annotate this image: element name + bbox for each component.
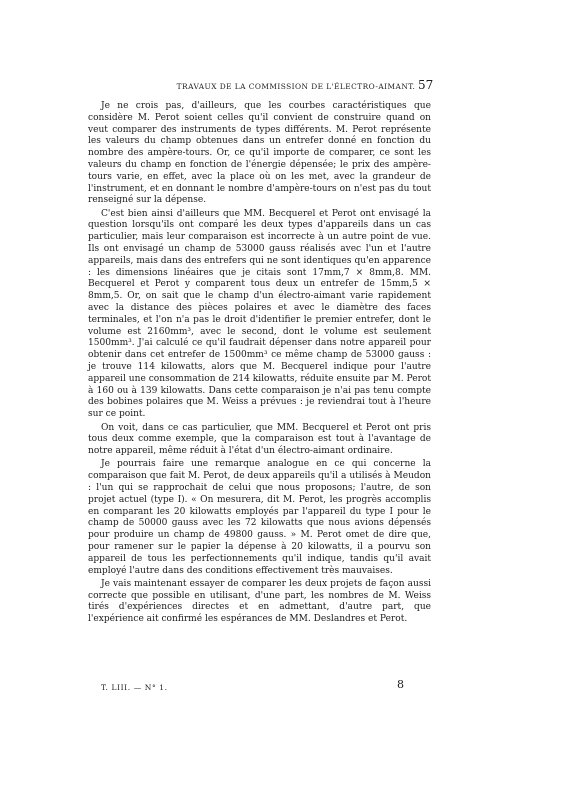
paragraph-2: C'est bien ainsi d'ailleurs que MM. Becquerel et Perot ont envisagé la question lorsqu'ils ont comparé les deux types d'appareils dans un cas particulier, mais leur comparaison est incorrecte à un autre point de vue. Ils ont envisagé un champ de 53000 gauss réalisés avec l'un et l'autre appareils, mais dans des entrefers qui ne sont identiques qu'en apparence : les dimensions linéaires que je citais sont 17mm,7 × 8mm,8. MM. Becquerel et Perot y comparent tous deux un entrefer de 15mm,5 × 8mm,5. Or, on sait que le champ d'un électro-aimant varie rapidement avec la distance des pièces polaires et avec le diamètre des faces terminales, et l'on n'a pas le droit d'identifier le premier entrefer, dont le volume est 2160mm³, avec le second, dont le volume est seulement 1500mm³. J'ai calculé ce qu'il faudrait dépenser dans notre appareil pour obtenir dans cet entrefer de 1500mm³ ce même champ de 53000 gauss : je trouve 114 kilowatts, alors que M. Becquerel indique pour l'autre appareil une consommation de 214 kilowatts, réduite ensuite par M. Perot à 160 ou à 139 kilowatts. Dans cette comparaison je n'ai pas tenu compte des bobines polaires que M. Weiss a prévues : je reviendrai tout à l'heure sur ce point. (88, 208, 431, 420)
paragraph-4: Je pourrais faire une remarque analogue en ce qui concerne la comparaison que fait M. Perot, de deux appareils qu'il a utilisés à Meudon : l'un qui se rapprochait de celui que nous proposons; l'autre, de son projet actuel (type I). « On mesurera, dit M. Perot, les progrès accomplis en comparant les 20 kilowatts employés par l'appareil du type I pour le champ de 50000 gauss avec les 72 kilowatts que nous avions dépensés pour produire un champ de 49800 gauss. » M. Perot omet de dire que, pour ramener sur le papier la dépense à 20 kilowatts, il a pourvu son appareil de tous les perfectionnements qu'il indique, tandis qu'il avait employé l'autre dans des conditions effectivement très mauvaises. (88, 459, 431, 576)
paragraph-1: Je ne crois pas, d'ailleurs, que les courbes caractéristiques que considère M. Perot soient celles qu'il convient de construire quand on veut comparer des instruments de types différents. M. Perot représente les valeurs du champ obtenues dans un entrefer donné en fonction du nombre des ampère-tours. Or, ce qu'il importe de comparer, ce sont les valeurs du champ en fonction de l'énergie dépensée; le prix des ampère-tours varie, en effet, avec la place où on les met, avec la grandeur de l'instrument, et en donnant le nombre d'ampère-tours on n'est pas du tout renseigné sur la dépense. (88, 101, 431, 206)
running-header: TRAVAUX DE LA COMMISSION DE L'ÉLECTRO-AIMANT. (176, 82, 416, 91)
body-text (88, 101, 431, 628)
paragraph-3: On voit, dans ce cas particulier, que MM. Becquerel et Perot ont pris tous deux comme exemple, que la comparaison est tout à l'avantage de notre appareil, même réduit à l'état d'un électro-aimant ordinaire. (88, 422, 431, 457)
page-number: 57 (418, 78, 434, 92)
paragraph-5: Je vais maintenant essayer de comparer les deux projets de façon aussi correcte que possible en utilisant, d'une part, les nombres de M. Weiss tirés d'expériences directes et en admettant, d'autre part, que l'expérience ait confirmé les espérances de MM. Deslandres et Perot. (88, 578, 431, 625)
volume-footer: T. LIII. — N° 1. (101, 683, 168, 692)
signature-mark: 8 (397, 678, 404, 691)
